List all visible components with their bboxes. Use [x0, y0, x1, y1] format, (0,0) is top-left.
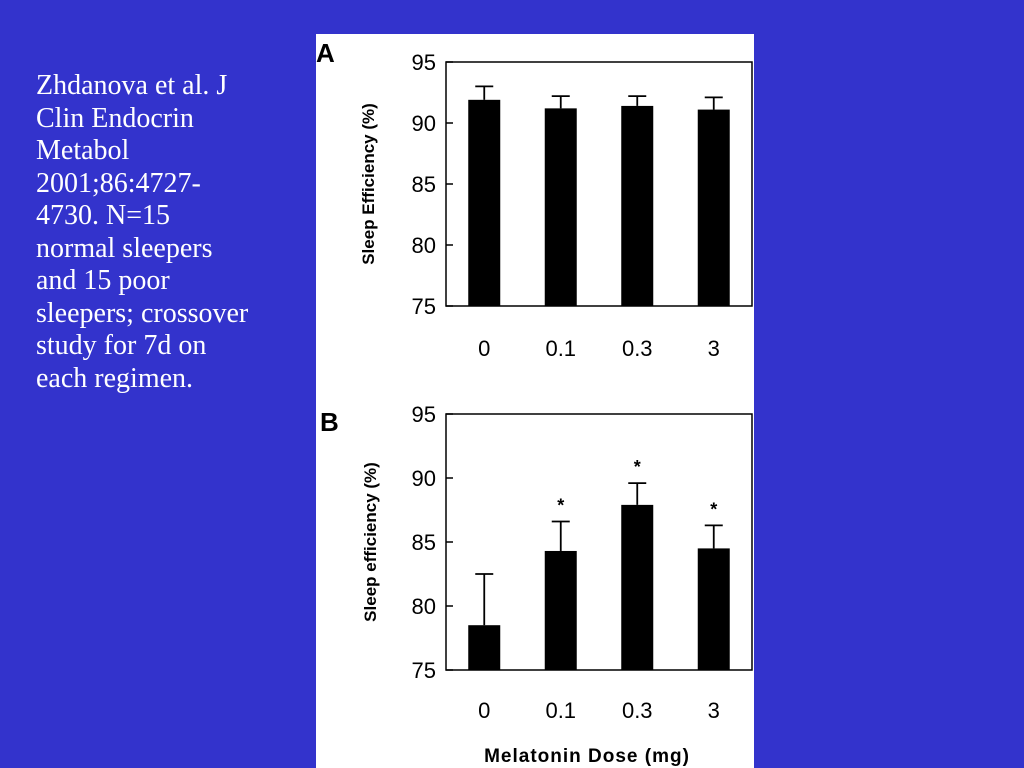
panel-label: B [320, 407, 339, 437]
x-tick-label: 0.3 [621, 336, 653, 361]
bar-charts [316, 34, 754, 768]
citation-caption: Zhdanova et al. J Clin Endocrin Metabol 2001;86:4727- 4730. N=15 normal sleepers and 15 poor sleepers; crossover study for 7d on each regimen. [36, 70, 249, 394]
x-tick-label: 0 [478, 336, 491, 361]
x-tick-label: 3 [707, 698, 720, 723]
y-tick-label: 80 [411, 594, 436, 619]
x-tick-label: 0.3 [621, 698, 653, 723]
bar [468, 625, 500, 670]
x-tick-label: 0.1 [545, 698, 577, 723]
bar [545, 108, 577, 306]
significance-marker: * [633, 457, 641, 478]
y-tick-label: 80 [411, 233, 436, 258]
bar [698, 548, 730, 670]
bar [621, 505, 653, 670]
y-axis-label: Sleep efficiency (%) [361, 462, 380, 622]
y-tick-label: 90 [411, 111, 436, 136]
y-tick-label: 95 [411, 50, 436, 75]
figure-panel [316, 34, 754, 768]
x-tick-label: 0 [478, 698, 491, 723]
y-tick-label: 75 [411, 294, 436, 319]
bar [468, 100, 500, 306]
panel-label: A [316, 38, 335, 68]
chart-panel-b [320, 402, 752, 767]
y-tick-label: 95 [411, 402, 436, 427]
x-axis-label: Melatonin Dose (mg) [484, 746, 690, 767]
chart-panel-a [316, 38, 752, 361]
significance-marker: * [557, 495, 565, 516]
y-tick-label: 85 [411, 172, 436, 197]
y-tick-label: 90 [411, 466, 436, 491]
bar [545, 551, 577, 670]
y-axis-label: Sleep Efficiency (%) [359, 103, 378, 265]
y-tick-label: 75 [411, 658, 436, 683]
bar [698, 110, 730, 306]
x-tick-label: 3 [707, 336, 720, 361]
bar [621, 106, 653, 306]
significance-marker: * [710, 499, 718, 520]
y-tick-label: 85 [411, 530, 436, 555]
x-tick-label: 0.1 [545, 336, 577, 361]
